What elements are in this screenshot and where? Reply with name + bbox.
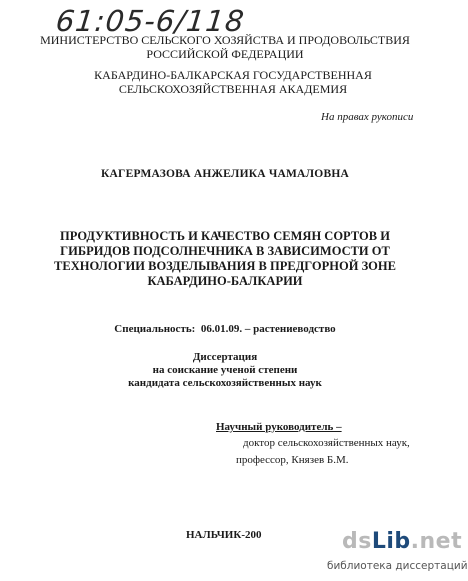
dissertation-line-1: Диссертация [192, 351, 258, 363]
specialty [0, 323, 450, 335]
watermark-logo-lib: Lib [371, 529, 411, 554]
specialty-value: 06.01.09. – растениеводство [200, 323, 336, 335]
rights-note: На правах рукописи [321, 111, 414, 123]
dissertation-line-2: на соискание ученой степени [152, 364, 298, 376]
dissertation-degree-block [0, 351, 450, 390]
ministry-line-2: РОССИЙСКОЙ ФЕДЕРАЦИИ [146, 47, 304, 61]
academy-line-1: КАБАРДИНО-БАЛКАРСКАЯ ГОСУДАРСТВЕННАЯ [94, 68, 372, 82]
city-year: НАЛЬЧИК-200 [186, 529, 262, 541]
handwritten-catalog-number: 61:05-6/118 [54, 4, 247, 38]
supervisor-label: Научный руководитель – [216, 421, 342, 433]
watermark-caption: библиотека диссертаций [327, 560, 468, 572]
supervisor-degree: доктор сельскохозяйственных наук, [243, 437, 410, 449]
supervisor-name: профессор, Князев Б.М. [236, 454, 349, 466]
specialty-label: Специальность: [114, 323, 196, 335]
academy-line-2: СЕЛЬСКОХОЗЯЙСТВЕННАЯ АКАДЕМИЯ [118, 82, 348, 96]
dslib-watermark[interactable] [318, 529, 468, 577]
academy-heading [8, 68, 458, 96]
title-line-3: ТЕХНОЛОГИИ ВОЗДЕЛЫВАНИЯ В ПРЕДГОРНОЙ ЗОНЕ [54, 259, 396, 273]
ministry-line-1: МИНИСТЕРСТВО СЕЛЬСКОГО ХОЗЯЙСТВА И ПРОДОВОЛЬСТВИЯ [40, 33, 410, 47]
title-line-2: ГИБРИДОВ ПОДСОЛНЕЧНИКА В ЗАВИСИМОСТИ ОТ [60, 244, 390, 258]
watermark-logo [342, 529, 462, 554]
author-name: КАГЕРМАЗОВА АНЖЕЛИКА ЧАМАЛОВНА [101, 168, 349, 180]
title-line-1: ПРОДУКТИВНОСТЬ И КАЧЕСТВО СЕМЯН СОРТОВ И [60, 229, 390, 243]
watermark-logo-ds: ds [342, 529, 372, 554]
dissertation-line-3: кандидата сельскохозяйственных наук [128, 377, 322, 389]
dissertation-title [0, 229, 450, 289]
title-line-4: КАБАРДИНО-БАЛКАРИИ [147, 274, 303, 288]
watermark-logo-net: .net [410, 529, 463, 554]
ministry-heading [0, 33, 450, 61]
